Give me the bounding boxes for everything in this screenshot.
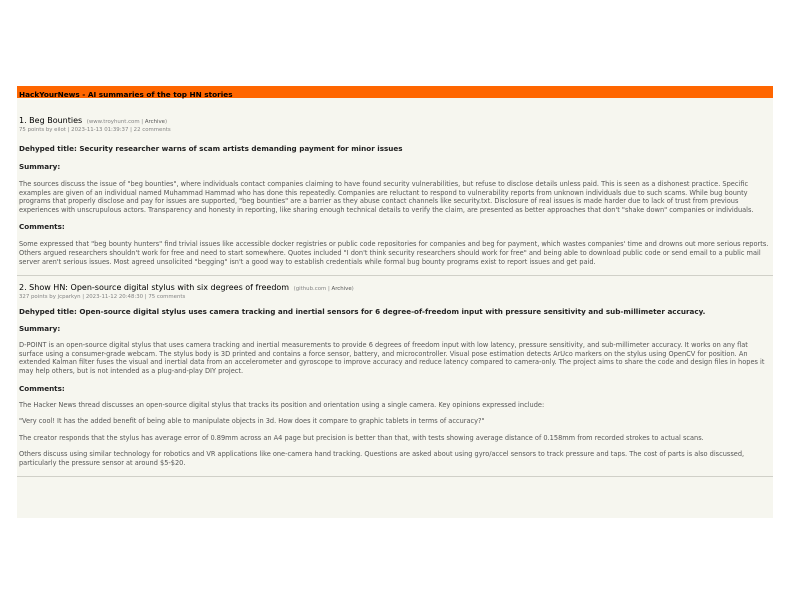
meta-time-link[interactable]: 2023-11-13 01:39:37 xyxy=(71,127,129,133)
comment-paragraph: Some expressed that "beg bounty hunters" find trivial issues like accessible docker registries or public code repositories for companies and beg for payment, which wastes companies' time and drowns out more serious reports. Others argued researchers shouldn't work for free and need to start somewhere. Quotes included "I don't think security researchers should work for free" and being able to download public code or send email to a public mail server aren't serious issues. Most agreed unsolicited "begging" isn't a good way to establish credentials while formal bug bounty programs exist to report issues and get paid. xyxy=(19,240,769,266)
story-headline xyxy=(19,283,771,294)
archive-link[interactable]: Archive xyxy=(144,119,165,125)
story-divider xyxy=(17,476,773,477)
archive-link[interactable]: Archive xyxy=(331,286,352,293)
comment-paragraph: The Hacker News thread discusses an open-source digital stylus that tracks its position and orientation using a single camera. Key opinions expressed include: xyxy=(19,400,545,409)
comment-paragraph: Others discuss using similar technology for robotics and VR applications like one-camera hand tracking. Questions are asked about using gyro/accel sensors to track pressure and taps. The cost of parts is also discussed, particularly the pressure sensor at around $5-$20. xyxy=(19,450,745,467)
dehyped-title: Dehyped title: Security researcher warns of scam artists demanding payment for minor issues xyxy=(19,144,403,153)
story-1 xyxy=(17,116,773,266)
story-title-link[interactable]: 1. Beg Bounties xyxy=(19,116,83,125)
summary-text: The sources discuss the issue of "beg bounties", where individuals contact companies claiming to have found security vulnerabilities, but refuse to disclose details unless paid. This is seen as a dishonest practice. Specific examples are given of an individual named Muhammad Hammad who has done this repeatedly. Companies are reluctant to respond to vulnerability reports from unknown individuals due to such scams. While bug bounty programs that properly disclose and pay for issues are supported, "beg bounties" are a barrier as they abuse contact channels like security.txt. Disclosure of real issues is made harder due to lack of trust from previous experiences with unscrupulous actors. Transparency and honesty in reporting, like sharing enough technical details to verify the claim, are presented as better approaches that don't "shake down" companies or individuals. xyxy=(19,180,754,214)
story-2 xyxy=(17,283,773,467)
comment-paragraph: The creator responds that the stylus has average error of 0.89mm across an A4 page but precision is better than that, with tests showing average distance of 0.158mm from recorded strokes to actual scans. xyxy=(19,433,704,442)
summary-text: D-POINT is an open-source digital stylus that uses camera tracking and inertial measurements to provide 6 degrees of freedom input with low latency, pressure sensitivity, and sub-millimeter accuracy. It works on any flat surface using a consumer-grade webcam. The stylus body is 3D printed and contains a force sensor, battery, and microcontroller. Visual pose estimation detects ArUco markers on the stylus using OpenCV for position. An extended Kalman filter fuses the visual and inertial data from an accelerometer and gyroscope to improve accuracy and reduce latency compared to camera-only. The project aims to share the code and design files in hopes it may help others, but is not intended as a plug-and-play DIY project. xyxy=(19,341,765,375)
story-title-link[interactable]: 2. Show HN: Open-source digital stylus with six degrees of freedom xyxy=(19,283,290,293)
meta-separator: | xyxy=(143,294,149,301)
domain-close: ) xyxy=(351,286,354,293)
domain-open: ( xyxy=(293,286,296,293)
domain-close: ) xyxy=(165,119,168,125)
story-headline xyxy=(19,116,771,127)
meta-separator: | xyxy=(65,127,72,133)
comments-heading: Comments: xyxy=(19,383,65,393)
story-divider xyxy=(17,275,773,276)
meta-separator: | xyxy=(80,294,86,301)
page xyxy=(17,86,773,518)
story-meta xyxy=(19,127,771,134)
domain-separator: | xyxy=(139,119,145,125)
meta-user-link[interactable]: jcparkyn xyxy=(57,294,81,301)
site-title[interactable]: HackYourNews - AI summaries of the top HN stories xyxy=(19,90,233,99)
domain-link[interactable]: github.com xyxy=(295,286,327,293)
domain-link[interactable]: www.troyhunt.com xyxy=(88,119,140,125)
domain-open: ( xyxy=(86,119,89,125)
story-domain xyxy=(294,286,354,292)
summary-heading: Summary: xyxy=(19,324,61,334)
meta-points: 75 points by xyxy=(19,127,55,133)
comments-heading: Comments: xyxy=(19,222,65,232)
meta-comments-link[interactable]: 22 comments xyxy=(133,127,171,133)
domain-separator: | xyxy=(326,286,332,293)
meta-comments-link[interactable]: 75 comments xyxy=(148,294,186,301)
summary-heading: Summary: xyxy=(19,162,61,171)
meta-user-link[interactable]: eilot xyxy=(54,127,66,133)
story-meta xyxy=(19,294,771,301)
meta-separator: | xyxy=(128,127,134,133)
comment-paragraph: "Very cool! It has the added benefit of being able to manipulate objects in 3d. How does it compare to graphic tablets in terms of accuracy?" xyxy=(19,417,485,426)
meta-points: 327 points by xyxy=(19,294,58,301)
story-domain xyxy=(87,119,167,125)
dehyped-title: Dehyped title: Open-source digital stylus uses camera tracking and inertial sensors for 6 degree-of-freedom input with pressure sensitivity and sub-millimeter accuracy. xyxy=(19,307,706,317)
meta-time-link[interactable]: 2023-11-12 20:48:30 xyxy=(85,294,144,301)
site-header xyxy=(17,86,773,98)
